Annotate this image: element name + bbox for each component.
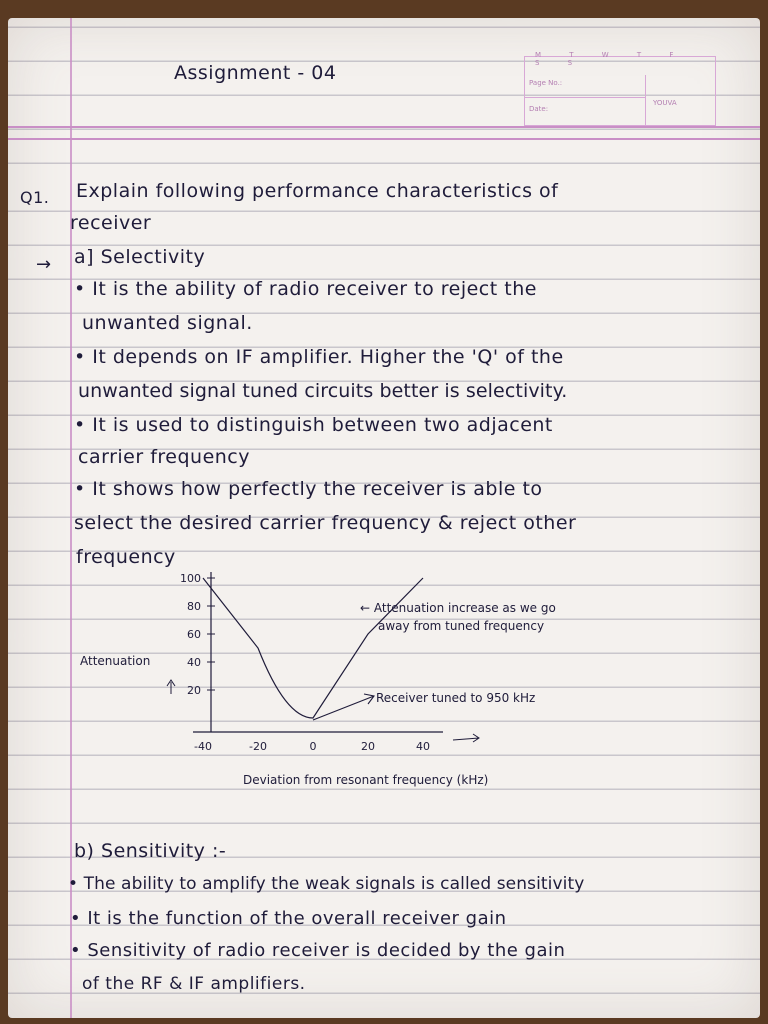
brand-logo: YOUVA — [653, 99, 677, 107]
x-tick-label: 20 — [361, 740, 375, 753]
y-tick-label: 80 — [187, 600, 201, 613]
question-line-2: receiver — [70, 212, 152, 234]
page-no-label: Page No.: — [529, 79, 563, 87]
question-number: Q1. — [20, 188, 50, 207]
y-label-arrow — [167, 680, 175, 694]
sensitivity-line-4: of the RF & IF amplifiers. — [82, 974, 306, 994]
x-tick-label: 0 — [309, 740, 317, 753]
x-tick-label: 40 — [416, 740, 430, 753]
selectivity-line-9: frequency — [76, 546, 176, 568]
annotation-attenuation-2: away from tuned frequency — [378, 619, 545, 633]
selectivity-line-2: unwanted signal. — [82, 312, 253, 334]
question-line-1: Explain following performance characteristics of — [76, 180, 559, 202]
selectivity-line-7: • It shows how perfectly the receiver is able to — [74, 478, 543, 500]
x-tick-label: -40 — [194, 740, 212, 753]
y-axis-label: Attenuation — [80, 654, 151, 668]
selectivity-line-8: select the desired carrier frequency & reject other — [74, 512, 577, 534]
answer-arrow: → — [36, 254, 52, 275]
selectivity-line-1: • It is the ability of radio receiver to reject the — [74, 278, 537, 300]
date-label: Date: — [529, 105, 549, 113]
y-tick-label: 60 — [187, 628, 201, 641]
weekday-row: M T W T F S S — [535, 51, 687, 67]
sensitivity-line-3: • Sensitivity of radio receiver is decided by the gain — [70, 940, 566, 961]
annotation-tuned-arrow — [313, 694, 374, 720]
annotation-attenuation-1: ← Attenuation increase as we go — [360, 601, 556, 615]
page-title: Assignment - 04 — [174, 62, 337, 84]
y-tick-label: 40 — [187, 656, 201, 669]
selectivity-line-4: unwanted signal tuned circuits better is selectivity. — [78, 380, 568, 402]
y-tick-label: 100 — [180, 572, 201, 585]
x-tick-label: -20 — [249, 740, 267, 753]
y-tick-label: 20 — [187, 684, 201, 697]
selectivity-line-5: • It is used to distinguish between two adjacent — [74, 414, 553, 436]
selectivity-heading: a] Selectivity — [74, 246, 206, 268]
selectivity-line-6: carrier frequency — [78, 446, 250, 468]
notebook-page — [8, 18, 760, 1018]
sensitivity-line-2: • It is the function of the overall receiver gain — [70, 908, 507, 929]
x-axis-arrow — [453, 734, 479, 742]
selectivity-line-3: • It depends on IF amplifier. Higher the 'Q' of the — [74, 346, 564, 368]
annotation-tuned: Receiver tuned to 950 kHz — [376, 691, 536, 705]
sensitivity-line-1: • The ability to amplify the weak signals is called sensitivity — [68, 874, 585, 894]
x-axis-label: Deviation from resonant frequency (kHz) — [243, 773, 489, 787]
sensitivity-heading: b) Sensitivity :- — [74, 840, 227, 862]
attenuation-chart — [8, 18, 760, 1018]
